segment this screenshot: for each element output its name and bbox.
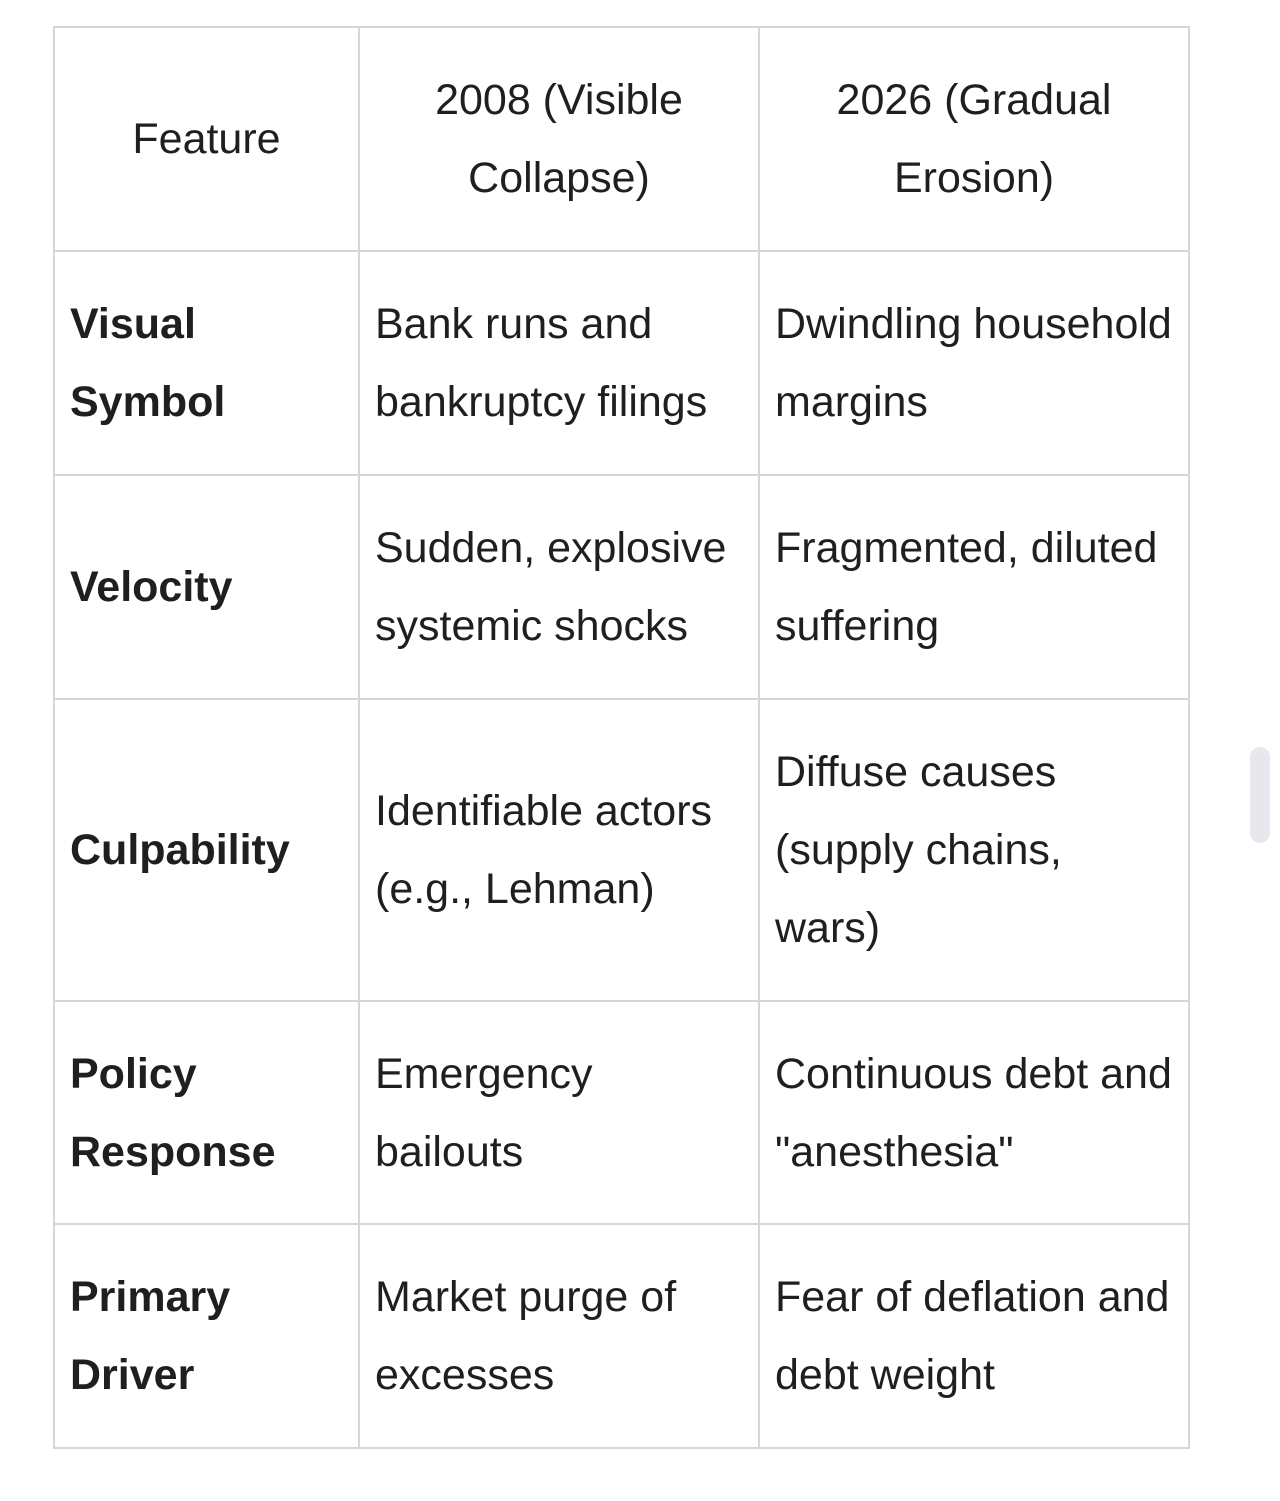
cell-2026-culpability: Diffuse causes (supply chains, wars) — [759, 699, 1189, 1001]
row-label-velocity: Velocity — [54, 475, 359, 699]
row-label-policy-response: Policy Response — [54, 1001, 359, 1224]
header-2026: 2026 (Gradual Erosion) — [759, 27, 1189, 251]
cell-2008-primary-driver: Market purge of excesses — [359, 1224, 759, 1448]
cell-2008-policy-response: Emergency bailouts — [359, 1001, 759, 1224]
cell-2026-policy-response: Continuous debt and "anesthesia" — [759, 1001, 1189, 1224]
comparison-table-container — [53, 26, 1190, 1449]
scrollbar-thumb[interactable] — [1250, 747, 1270, 843]
cell-2026-velocity: Fragmented, diluted suffering — [759, 475, 1189, 699]
row-label-culpability: Culpability — [54, 699, 359, 1001]
table-row — [54, 1224, 1189, 1448]
cell-2026-visual-symbol: Dwindling household margins — [759, 251, 1189, 475]
header-2008: 2008 (Visible Collapse) — [359, 27, 759, 251]
cell-2008-visual-symbol: Bank runs and bankruptcy filings — [359, 251, 759, 475]
cell-2008-culpability: Identifiable actors (e.g., Lehman) — [359, 699, 759, 1001]
cell-2026-primary-driver: Fear of deflation and debt weight — [759, 1224, 1189, 1448]
table-header-row — [54, 27, 1189, 251]
cell-2008-velocity: Sudden, explosive systemic shocks — [359, 475, 759, 699]
table-row — [54, 699, 1189, 1001]
table-row — [54, 475, 1189, 699]
table-row — [54, 251, 1189, 475]
comparison-table — [53, 26, 1190, 1449]
table-row — [54, 1001, 1189, 1224]
row-label-primary-driver: Primary Driver — [54, 1224, 359, 1448]
header-feature: Feature — [54, 27, 359, 251]
row-label-visual-symbol: Visual Symbol — [54, 251, 359, 475]
